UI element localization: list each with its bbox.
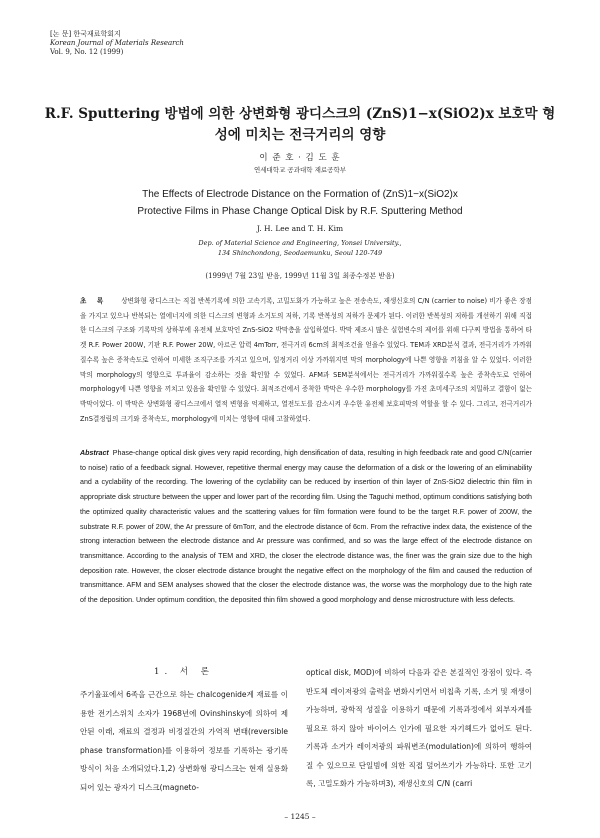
body-text-right: optical disk, MOD)에 비하여 다음과 같은 본질적인 장점이 있다. 즉 반도체 레이저광의 출력을 변화시키면서 비칩촉 기록, 소거 및 재생이 가능하며, 광학적 성질을 이용하기 때문에 기록과정에서 외부자계를 필요로 하지 않아 바이어스 인가에 필요한 자기헤드가 없어도 된다. 기록과 소거가 레이저광의 파워변조(modulation)에 의하여 행하여질 수 있으므로 단일빔에 의한 직접 덮어쓰기가 가능하다. 또한 고기록, 고밀도화가 가능하며3), 재생신호의 C/N (carri xyxy=(306,668,532,788)
section-heading-introduction: 1. 서 론 xyxy=(154,667,214,677)
paper-title-korean: R.F. Sputtering 방법에 의한 상변화형 광디스크의 (ZnS)1−x(SiO2)x 보호막 형성에 미치는 전극거리의 영향 xyxy=(44,106,556,143)
abstract-english-text: Phase-change optical disk gives very rapid recording, high densification of data, resulting in high feedback rate and good C/N(carrier to noise) ratio of a feedback signal. However, repetitive thermal energy may cause the deformation of a disk or the lowering of an eliminability and a cyclability of the recording. The lowering of the cyclability can be reduced by insertion of thin layer of ZnS-SiO2 dielectric thin film in appropriate disk structure between the upper and lower part of the recording film. Using the Taguchi method, optimum conditions satisfying both the optimized quality characteristic values and the scattering values for film formation were found to be the target R.F. power of 200W, the substrate R.F. power of 20W, the Ar pressure of 6mTorr, and the electrode distance of 6cm. From the refractive index data, the existence of the strong interaction between the electrode distance and Ar pressure was confirmed, and so was the large effect of the electrode distance on transmittance. According to the analysis of TEM and XRD, the closer the electrode distance was, the finer was the grain size due to the high deposition rate. However, the closer electrode distance brought the negative effect on the morphology of the film and caused the reduction of transmittance. AFM and SEM analyses showed that the closer the electrode distance was, the worse was the morphology due to the high rate of the deposition. Under optimum condition, the deposited thin film showed a good morphology and dense microstructure with less defects. xyxy=(80,449,532,605)
affiliation-korean: 연세대학교 공과대학 재료공학부 xyxy=(253,166,347,174)
abstract-korean-text: 상변화형 광디스크는 직접 반복기록에 의한 고속기록, 고밀도화가 가능하고 높은 전송속도, 재생신호의 C/N (carrier to noise) 비가 좋은 장점을 가지고 있으나 반복되는 열에너지에 의한 디스크의 변형과 소거도의 저하, 기록 반복성의 저하가 문제가 된다. 이러한 반복성의 저하를 개선하기 위해 직접한 디스크의 구조와 기록막의 상하부에 유전체 보호막인 ZnS-SiO2 박막층을 삽입하였다. 박막 제조시 많은 실험변수의 제어를 위해 다구찌 방법을 통하여 타겟 R.F. Power 200W, 기판 R.F. Power 20W, 아르곤 압력 4mTorr, 전극거리 6cm의 최적조건을 얻을수 있었다. TEM과 XRD분석 결과, 전극거리가 가까워질수록 높은 증착속도로 인하여 미세한 조직구조를 가지고 있으며, 일정거리 이상 가까워지면 막의 morphology에 나쁜 영향을 끼침을 알 수 있었다. 이러한 막의 morphology의 영향으로 투과율이 감소하는 것을 확인할 수 있었다. AFM과 SEM분석에서는 전극거리가 가까워질수록 높은 증착속도로 인하여 morphology에 나쁜 영향을 끼치고 있음을 확인할 수 있었다. 최적조건에서 증착한 박막은 우수한 morphology를 가진 초미세구조의 치밀하고 결함이 없는 박막이었다. 이 박막은 상변화형 광디스크에서 열적 변형을 억제하고, 열전도도를 감소시켜 우수한 유전체 보호피막의 역할을 할 수 있다. 그리고, 전극거리가 ZnS결정립의 크기와 증착속도, morphology에 미치는 영향에 대해 고찰하였다. xyxy=(80,297,532,423)
authors-korean: 이 준 호 · 김 도 훈 xyxy=(259,153,341,163)
paper-title-english-line2: Protective Films in Phase Change Optical Disk by R.F. Sputtering Method xyxy=(137,206,463,217)
affiliation-english xyxy=(0,238,600,258)
abstract-english xyxy=(80,446,532,608)
abstract-english-label: Abstract xyxy=(80,449,109,457)
paper-title-english xyxy=(40,186,560,220)
abstract-korean-label: 초 록 xyxy=(80,297,108,305)
journal-header xyxy=(50,30,184,57)
body-column-left xyxy=(80,662,288,797)
body-text-left: 주기율표에서 6족을 근간으로 하는 chalcogenide계 재료를 이용한 전기스위치 소자가 1968년에 Ovinshinsky에 의하여 제안된 이래, 재료의 결정과 비정질간의 가역적 변태(reversible phase transformation)를 이용하여 정보를 기록하는 광기록 방식이 처음 소개되었다.1,2) 상변화형 광디스크는 현재 실용화되어 있는 광자기 디스크(magneto- xyxy=(80,690,288,792)
paper-title-english-line1: The Effects of Electrode Distance on the Formation of (ZnS)1−x(SiO2)x xyxy=(142,189,458,200)
abstract-korean xyxy=(80,294,532,426)
body-column-right xyxy=(306,664,532,794)
page-number: – 1245 – xyxy=(284,812,316,821)
journal-volume: Vol. 9, No. 12 (1999) xyxy=(50,48,124,56)
journal-name-kr: [논 문] 한국재료학회지 xyxy=(50,30,121,38)
authors-english: J. H. Lee and T. H. Kim xyxy=(256,224,344,233)
affiliation-english-line2: 134 Shinchondong, Seodaemunku, Seoul 120-749 xyxy=(217,249,383,257)
received-dates: (1999년 7월 23일 받음, 1999년 11월 3일 최종수정본 받음) xyxy=(205,272,395,280)
affiliation-english-line1: Dep. of Material Science and Engineering, Yonsei University., xyxy=(198,239,402,247)
journal-name-en: Korean Journal of Materials Research xyxy=(50,39,184,47)
